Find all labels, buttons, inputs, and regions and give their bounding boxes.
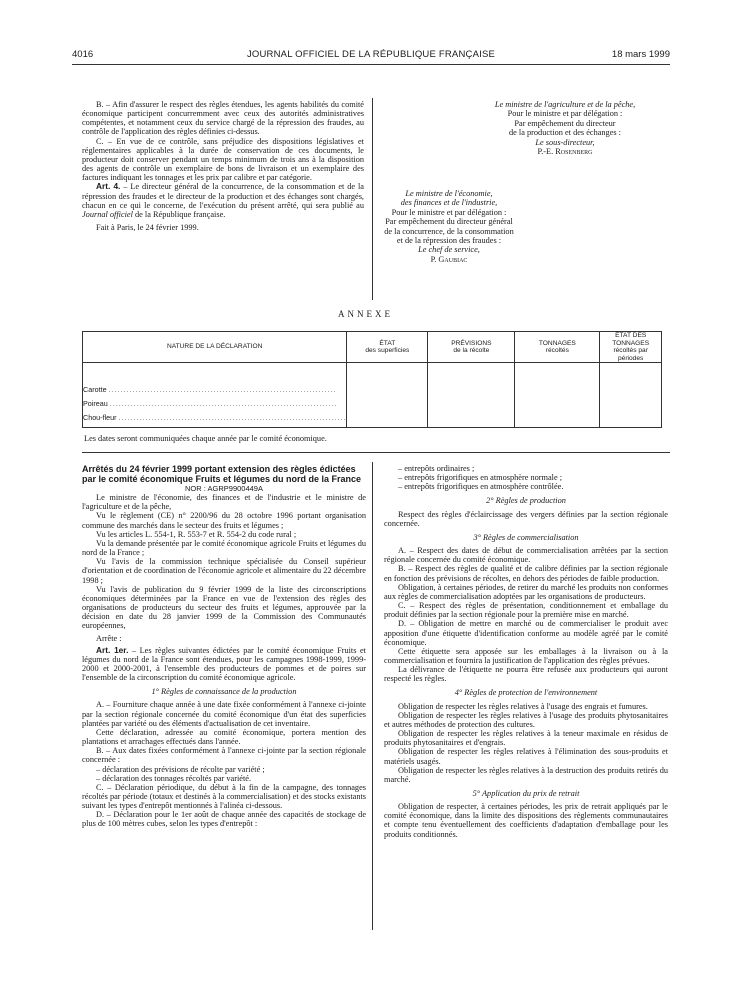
bottom-right-column: [384, 464, 668, 839]
paragraph: Obligation de respecter les règles relatives à l'usage des engrais et fumures.: [398, 701, 648, 711]
paragraph: Cette étiquette sera apposée sur les emballages à la livraison ou à la commercialisation et fournira la justification de l'application des règles prévues.: [384, 646, 668, 665]
paragraph: D. – Déclaration pour le 1er août de chaque année des capacités de stockage de plus de 100 mètres cubes, selon les types d'entrepôt :: [82, 810, 366, 829]
col-header-etat: ÉTAT des superficies: [347, 332, 428, 363]
page-number: 4016: [72, 49, 94, 60]
paragraph: Vu le règlement (CE) n° 2200/96 du 28 octobre 1996 portant organisation commune des marchés dans le secteur des fruits et légumes ;: [82, 511, 366, 530]
annexe-table: [82, 331, 662, 428]
col-header-tonnages: TONNAGES récoltés: [515, 332, 600, 363]
paragraph: B. – Respect des règles de qualité et de calibre définies par la section régionale en fonction des prévisions de récoltes, en dehors des périodes de faible production.: [384, 564, 668, 583]
issue-date: 18 mars 1999: [611, 49, 670, 60]
paragraph: Le ministre de l'économie, des finances et de l'industrie et le ministre de l'agriculture et de la pêche,: [82, 493, 366, 512]
list-item: – entrepôts frigorifiques en atmosphère contrôlée.: [398, 482, 564, 492]
paragraph: Vu l'avis de publication du 9 février 1999 de la liste des circonscriptions économiques déterminées par la France en vue de l'extension des règles des organisations de producteurs du secteur des fruits et légumes, approuvée par la décision en date du 28 janvier 1999 de la Commission des Communautés européennes,: [82, 584, 366, 631]
table-cell: [347, 363, 428, 428]
paragraph: Cette déclaration, adressée au comité économique, portera mention des plantations et arrachages effectués dans l'année.: [82, 727, 366, 747]
arrete-label: Arrête :: [96, 633, 122, 643]
paragraph: Obligation de respecter les règles relatives à l'élimination des sous-produits et matériels usagés.: [384, 747, 668, 766]
paragraph: C. – Respect des règles de présentation, conditionnement et emballage du produit définies par la section régionale pour la première mise en marché.: [384, 601, 668, 620]
section-title: 5° Application du prix de retrait: [472, 789, 580, 798]
section-title: 4° Règles de protection de l'environnement: [454, 688, 598, 698]
paragraph: Vu l'avis de la commission technique spécialisée du Conseil supérieur d'orientation et de coordination de l'économie agricole et alimentaire du 22 décembre 1998 ;: [82, 557, 366, 585]
annexe-note: Les dates seront communiquées chaque année par le comité économique.: [84, 434, 327, 443]
section-rule: [82, 452, 670, 453]
row-chou-fleur: Chou-fleur ............................................................................: [83, 413, 347, 422]
row-poireau: Poireau ............................................................................: [83, 399, 338, 408]
paragraph: D. – Obligation de mettre en marché ou de commercialiser le produit avec apposition d'une étiquette d'identification conforme au modèle agréé par le comité économique.: [384, 619, 668, 647]
paragraph: Vu les articles L. 554-1, R. 553-7 et R. 554-2 du code rural ;: [96, 529, 297, 539]
table-cell: [515, 363, 600, 428]
list-item: – entrepôts ordinaires ;: [398, 464, 475, 473]
header-rule: [72, 64, 670, 65]
top-left-column: [82, 100, 364, 232]
row-carotte: Carotte ............................................................................: [83, 385, 337, 394]
page-header: [72, 49, 670, 63]
section-title: 2° Règles de production: [486, 496, 566, 506]
section-title: 1° Règles de connaissance de la production: [151, 687, 297, 697]
paragraph: A. – Fourniture chaque année à une date fixée conformément à l'annexe ci-jointe par la section régionale concernée du comité économique d'un état des superficies plantées par variété ou des éléments d'actualisation de cet inventaire.: [82, 700, 366, 728]
signature-agriculture: Le ministre de l'agriculture et de la pêche, Pour le ministre et par délégation : Par empêchement du directeur de la production et des échanges : Le sous-directeur, P.-E. Rosenberg: [494, 100, 636, 157]
article-label: Art. 4.: [96, 181, 121, 192]
paragraph: A. – Respect des dates de début de commercialisation arrêtées par la section régionale concernée du comité économique.: [384, 546, 668, 565]
fait-a-paris: Fait à Paris, le 24 février 1999.: [96, 223, 199, 233]
col-header-nature: NATURE DE LA DÉCLARATION: [83, 332, 347, 363]
paragraph: Obligation, à certaines périodes, de retirer du marché les produits non conformes aux règles de commercialisation adoptées par les organisations de producteurs.: [384, 582, 668, 601]
arrete-title: Arrêtés du 24 février 1999 portant extension des règles édictées par le comité économique Fruits et légumes du nord de la France: [82, 464, 362, 484]
table-cell: [600, 363, 662, 428]
paragraph: – déclaration des prévisions de récolte par variété ;: [96, 764, 265, 774]
article-4: Art. 4. – Le directeur général de la concurrence, de la consommation et de la répression des fraudes et le directeur de la production et des échanges sont chargés, chacun en ce qui le concerne, de l'exécution du présent arrêté, qui sera publié au Journal officiel de la République française.: [82, 181, 364, 219]
column-divider: [372, 462, 373, 930]
bottom-left-column: [82, 464, 366, 829]
paragraph: B. – Afin d'assurer le respect des règles étendues, les agents habilités du comité économique participent concurremment avec ceux des autorités administratives compétentes, et notamment ceux du service chargé de la répression des fraudes, au contrôle de l'application des règles définies ci-dessus.: [82, 100, 364, 137]
paragraph: C. – Déclaration périodique, du début à la fin de la campagne, des tonnages récoltés par période (totaux et destinés à la commercialisation) et des stocks existants suivant les types d'entrepôt mentionnés à l'alinéa ci-dessous.: [82, 782, 366, 811]
nor-reference: NOR : AGRP9900449A: [185, 484, 263, 493]
signature-economie: Le ministre de l'économie, des finances et de l'industrie, Pour le ministre et par délégation : Par empêchement du directeur général de la concurrence, de la consommation et de la répression des fraudes : Le chef de service, P. Gaubiac: [384, 189, 514, 264]
paragraph: Obligation de respecter les règles relatives à l'usage des produits phytosanitaires et autres méthodes de protection des cultures.: [384, 710, 668, 729]
table-cell: [428, 363, 515, 428]
paragraph: Vu la demande présentée par le comité économique agricole Fruits et légumes du nord de la France ;: [82, 538, 366, 558]
article-1: Art. 1er. – Les règles suivantes édictées par le comité économique Fruits et légumes du nord de la France sont étendues, pour les campagnes 1998-1999, 1999-2000 et 2000-2001, à l'ensemble des producteurs de pommes et de poires sur l'ensemble de la circonscription du comité économique agricole.: [82, 644, 366, 683]
paragraph: Obligation de respecter les règles relatives à la teneur maximale en résidus de produits phytosanitaires et d'engrais.: [384, 729, 668, 748]
row-labels-cell: [83, 363, 347, 428]
paragraph: Obligation de respecter les règles relatives à la destruction des produits retirés du marché.: [384, 765, 668, 784]
paragraph: B. – Aux dates fixées conformément à l'annexe ci-jointe par la section régionale concernée :: [82, 746, 366, 765]
paragraph: C. – En vue de ce contrôle, sans préjudice des dispositions législatives et réglementaires applicables à la durée de conservation de ces documents, le producteur doit conserver pendant un temps minimum de trois ans à la disposition des agents de contrôle un exemplaire de bons de livraison et un exemplaire des factures indiquant les tonnages et les prix par calibre et par catégorie.: [82, 136, 364, 183]
paragraph: Obligation de respecter, à certaines périodes, les prix de retrait appliqués par le comité économique, dans la limite des dispositions des règlements communautaires et compte tenu éventuellement des coefficients d'adaptation d'emballage pour les produits conditionnés.: [384, 802, 668, 839]
paragraph: La délivrance de l'étiquette ne pourra être refusée aux producteurs qui auront respecté les règles.: [384, 665, 668, 684]
col-header-etat-tonnages: ÉTAT DES TONNAGES récoltés par périodes: [600, 332, 662, 363]
section-title: 3° Règles de commercialisation: [473, 532, 579, 542]
paragraph: – déclaration des tonnages récoltés par variété.: [96, 773, 252, 783]
col-header-previsions: PRÉVISIONS de la récolte: [428, 332, 515, 363]
paragraph: Respect des règles d'éclaircissage des vergers définies par la section régionale concernée.: [384, 509, 668, 528]
journal-title: JOURNAL OFFICIEL DE LA RÉPUBLIQUE FRANÇAISE: [246, 49, 496, 60]
list-item: – entrepôts frigorifiques en atmosphère normale ;: [398, 473, 563, 483]
annexe-title: ANNEXE: [338, 309, 393, 319]
column-divider: [372, 98, 373, 300]
